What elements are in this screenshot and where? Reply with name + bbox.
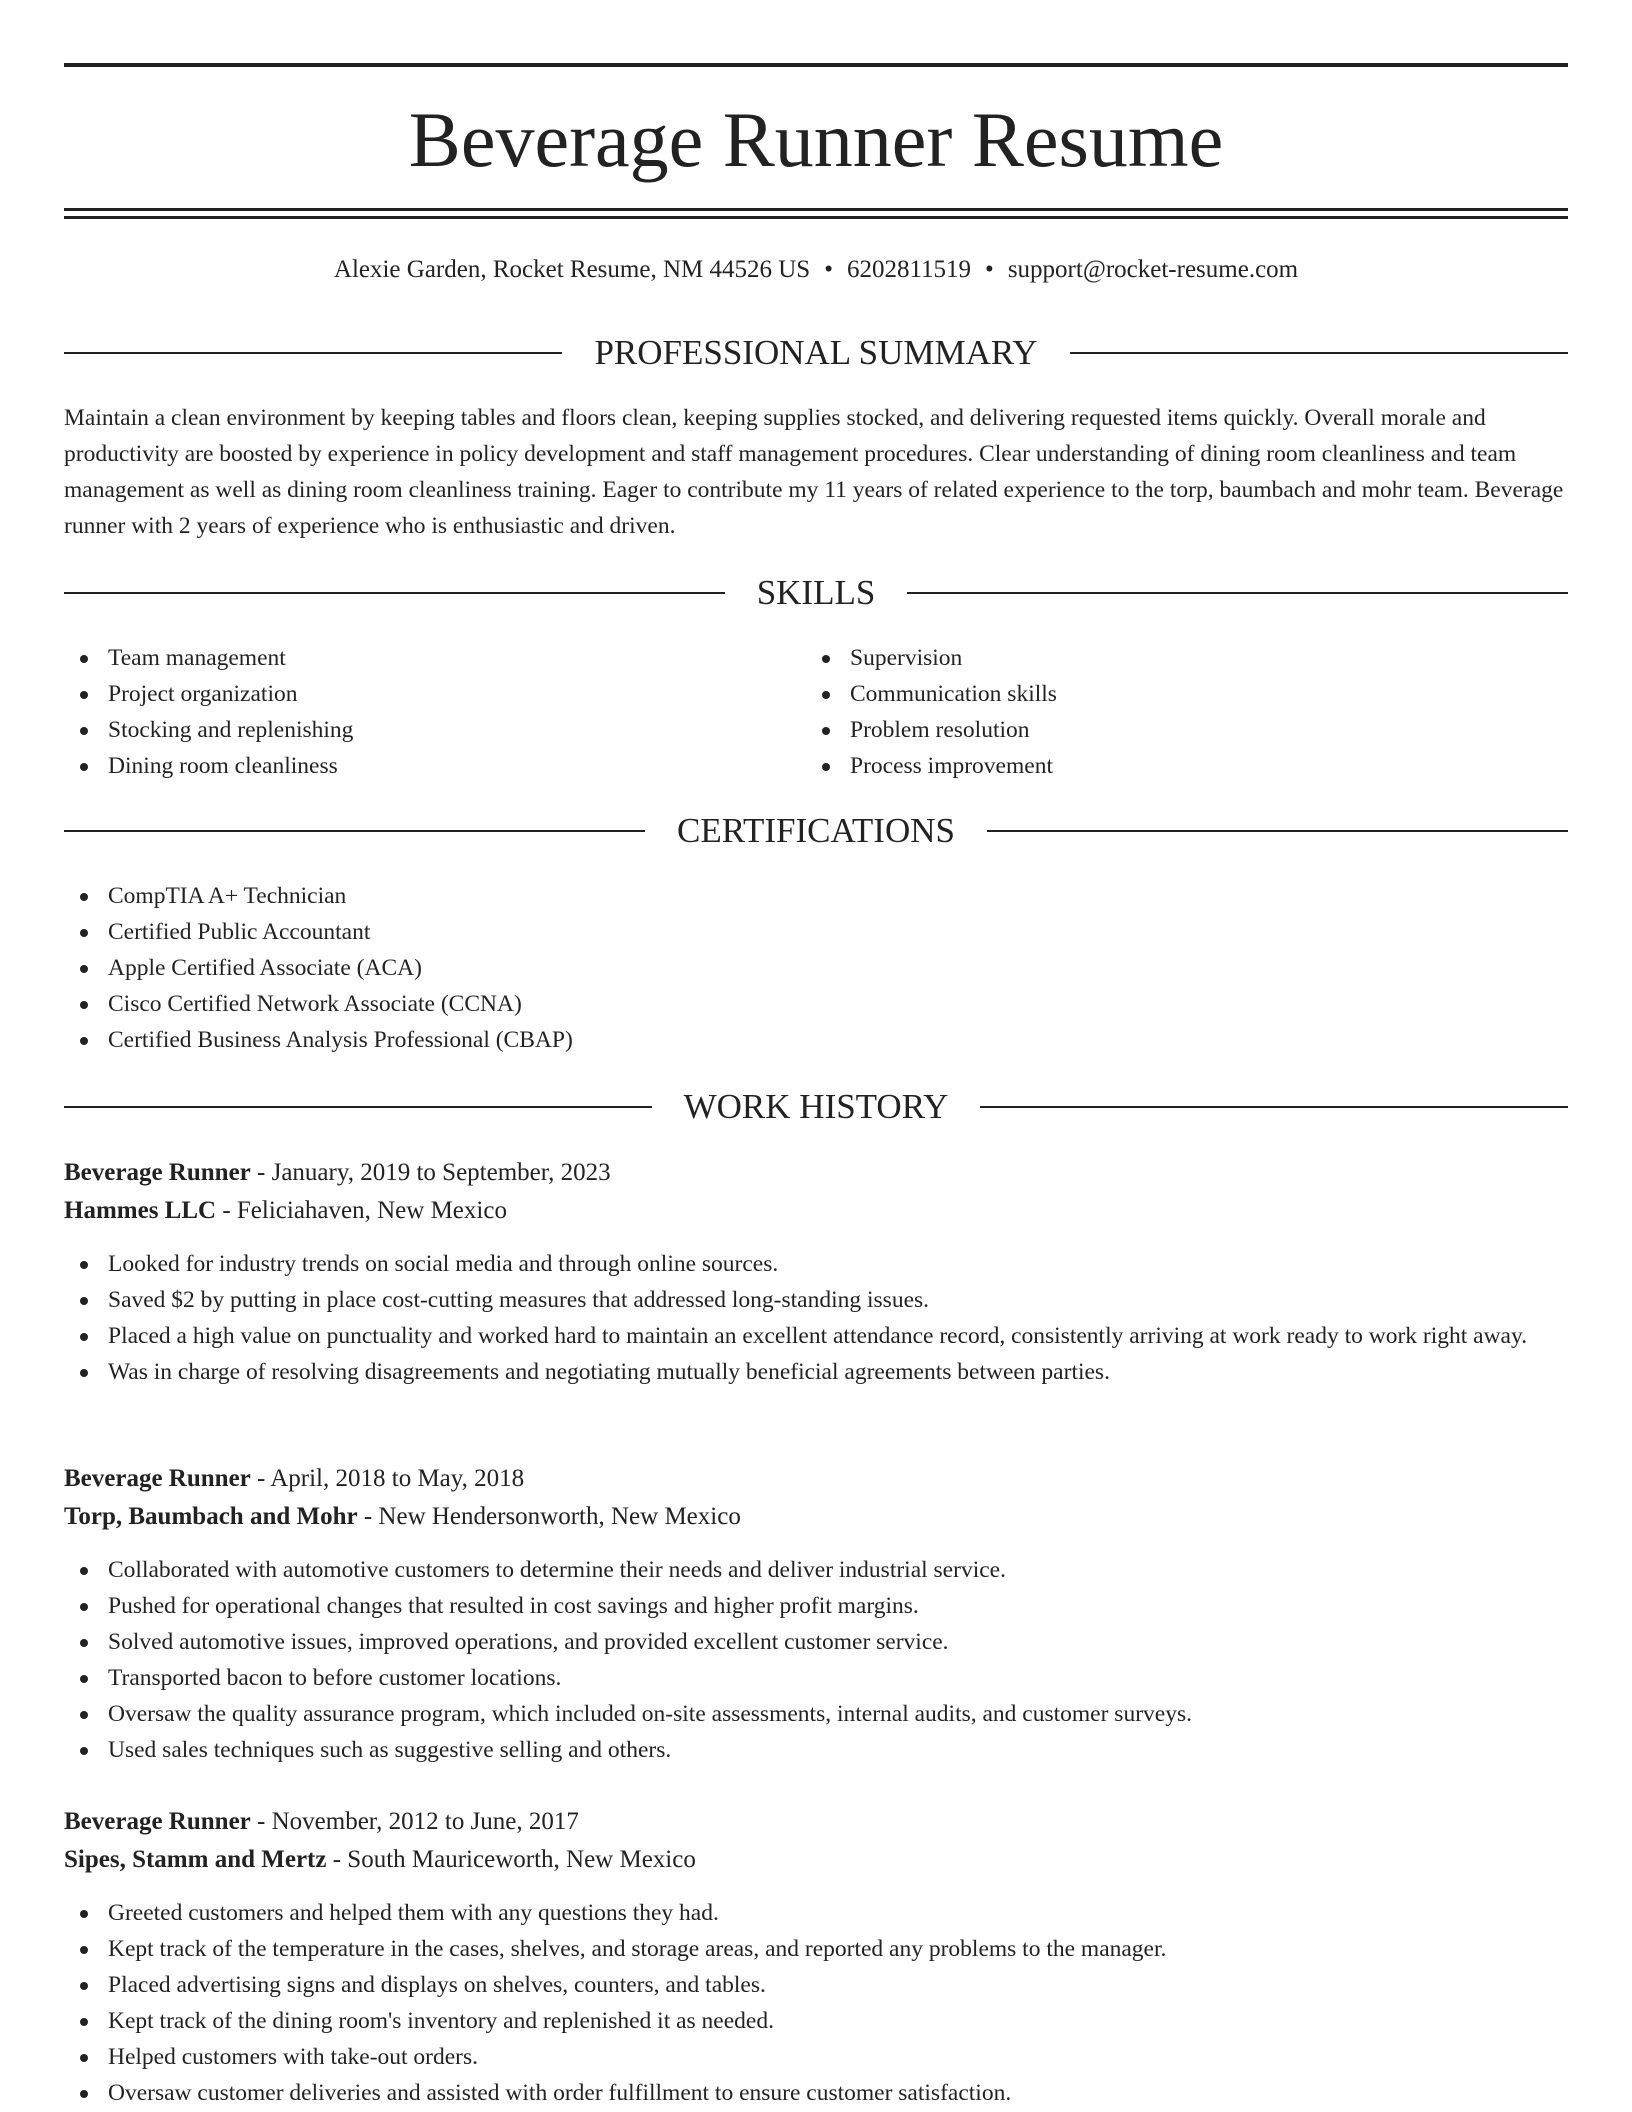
contact-address: Alexie Garden, Rocket Resume, NM 44526 US — [333, 256, 811, 283]
job-company-line — [64, 1841, 1568, 1879]
skill-item: Team management — [64, 640, 804, 676]
skill-item: Problem resolution — [806, 712, 1546, 748]
certification-item: Certified Business Analysis Professional (CBAP) — [64, 1022, 1568, 1058]
job-bullet: Oversaw customer deliveries and assisted with order fulfillment to ensure customer satisfaction. — [64, 2075, 1568, 2111]
certification-item: CompTIA A+ Technician — [64, 878, 1568, 914]
job-bullet: Greeted customers and helped them with any questions they had. — [64, 1895, 1568, 1931]
section-header-summary — [64, 331, 1568, 375]
section-title: WORK HISTORY — [683, 1087, 949, 1126]
job-bullet: Collaborated with automotive customers to determine their needs and deliver industrial service. — [64, 1552, 1568, 1588]
job-bullet: Looked for industry trends on social media and through online sources. — [64, 1246, 1568, 1282]
skill-item: Project organization — [64, 676, 804, 712]
section-header-skills — [64, 571, 1568, 615]
job-dates: - January, 2019 to September, 2023 — [250, 1159, 611, 1186]
job-bullet: Placed a high value on punctuality and worked hard to maintain an excellent attendance record, consistently arriving at work ready to work right away. — [64, 1318, 1568, 1354]
job-bullet: Used sales techniques such as suggestive selling and others. — [64, 1732, 1568, 1768]
job-location: - New Hendersonworth, New Mexico — [357, 1503, 741, 1530]
section-rule — [64, 592, 725, 594]
job-company: Hammes LLC — [64, 1197, 217, 1224]
job-bullet: Placed advertising signs and displays on shelves, counters, and tables. — [64, 1967, 1568, 2003]
job-bullet: Solved automotive issues, improved operations, and provided excellent customer service. — [64, 1624, 1568, 1660]
job-title: Beverage Runner — [64, 1808, 251, 1835]
job-company-line — [64, 1498, 1568, 1536]
skill-item: Supervision — [806, 640, 1546, 676]
job-bullets — [64, 1552, 1568, 1768]
section-rule — [1070, 352, 1568, 354]
job-bullet: Oversaw the quality assurance program, which included on-site assessments, internal audits, and customer surveys. — [64, 1696, 1568, 1732]
section-title: CERTIFICATIONS — [677, 811, 955, 850]
section-title: SKILLS — [756, 573, 876, 612]
title-rule-upper — [64, 208, 1568, 211]
job-bullets — [64, 1246, 1568, 1390]
job-bullet: Transported bacon to before customer locations. — [64, 1660, 1568, 1696]
job-dates: - April, 2018 to May, 2018 — [250, 1465, 525, 1492]
skills-list-left — [64, 640, 804, 784]
section-rule — [907, 592, 1568, 594]
job-title-line — [64, 1460, 1568, 1498]
certifications-list — [64, 878, 1568, 1058]
job-title-line — [64, 1803, 1568, 1841]
job-bullet: Kept track of the dining room's inventory and replenished it as needed. — [64, 2003, 1568, 2039]
job-bullet: Helped customers with take-out orders. — [64, 2039, 1568, 2075]
certification-item: Cisco Certified Network Associate (CCNA) — [64, 986, 1568, 1022]
section-title: PROFESSIONAL SUMMARY — [594, 333, 1038, 372]
page-title: Beverage Runner Resume — [408, 96, 1224, 183]
job-company: Sipes, Stamm and Mertz — [64, 1846, 327, 1873]
section-rule — [64, 830, 645, 832]
job-entry — [64, 1154, 1568, 1390]
contact-phone: 6202811519 — [846, 256, 972, 283]
job-location: - South Mauriceworth, New Mexico — [326, 1846, 696, 1873]
summary-text: Maintain a clean environment by keeping tables and floors clean, keeping supplies stocked, and delivering requested items quickly. Overall morale and productivity are boosted by experience in policy development and staff management procedures. Clear understanding of dining room cleanliness and team management as well as dining room cleanliness training. Eager to contribute my 11 years of related experience to the torp, baumbach and mohr team. Beverage runner with 2 years of experience who is enthusiastic and driven. — [64, 405, 1564, 539]
job-entry — [64, 1803, 1568, 2111]
section-rule — [987, 830, 1568, 832]
job-entry — [64, 1460, 1568, 1768]
contact-email: support@rocket-resume.com — [1007, 256, 1299, 283]
certification-item: Certified Public Accountant — [64, 914, 1568, 950]
job-bullet: Was in charge of resolving disagreements and negotiating mutually beneficial agreements between parties. — [64, 1354, 1568, 1390]
job-bullet: Pushed for operational changes that resulted in cost savings and higher profit margins. — [64, 1588, 1568, 1624]
job-title: Beverage Runner — [64, 1465, 251, 1492]
job-location: - Feliciahaven, New Mexico — [216, 1197, 507, 1224]
section-rule — [64, 1106, 652, 1108]
section-rule — [980, 1106, 1568, 1108]
skill-item: Process improvement — [806, 748, 1546, 784]
job-bullet: Saved $2 by putting in place cost-cutting measures that addressed long-standing issues. — [64, 1282, 1568, 1318]
job-title-line — [64, 1154, 1568, 1192]
certification-item: Apple Certified Associate (ACA) — [64, 950, 1568, 986]
skills-list-right — [806, 640, 1546, 784]
job-bullets — [64, 1895, 1568, 2111]
contact-separator: • — [824, 256, 833, 283]
contact-line — [64, 252, 1568, 288]
section-rule — [64, 352, 562, 354]
skill-item: Dining room cleanliness — [64, 748, 804, 784]
top-rule — [64, 63, 1568, 67]
job-dates: - November, 2012 to June, 2017 — [250, 1808, 579, 1835]
section-header-certifications — [64, 809, 1568, 853]
job-company-line — [64, 1192, 1568, 1230]
job-title: Beverage Runner — [64, 1159, 251, 1186]
skill-item: Communication skills — [806, 676, 1546, 712]
skill-item: Stocking and replenishing — [64, 712, 804, 748]
job-company: Torp, Baumbach and Mohr — [64, 1503, 358, 1530]
title-rule-lower — [64, 216, 1568, 219]
section-header-work-history — [64, 1085, 1568, 1129]
contact-separator: • — [985, 256, 994, 283]
job-bullet: Kept track of the temperature in the cases, shelves, and storage areas, and reported any problems to the manager. — [64, 1931, 1568, 1967]
